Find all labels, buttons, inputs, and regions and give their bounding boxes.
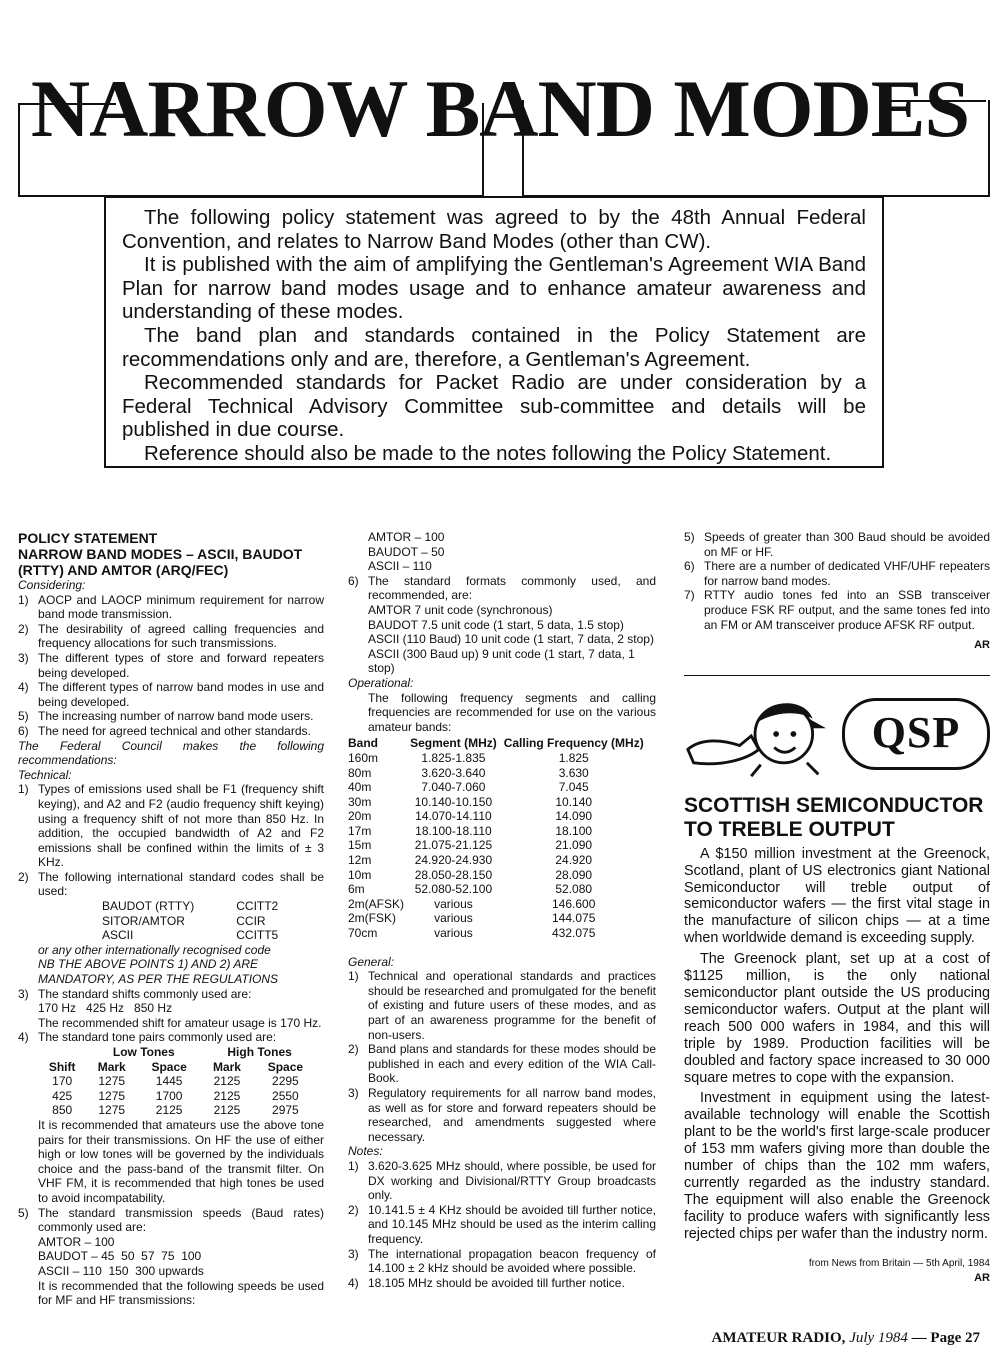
list-item: 2) 10.141.5 ± 4 KHz should be avoided till further notice, and 10.145 MHz should be used as the interim calling frequency.: [348, 1202, 656, 1246]
codes-note: or any other internationally recognised code: [38, 942, 271, 957]
intro-paragraph: The following policy statement was agreed to by the 48th Annual Federal Convention, and relates to Narrow Band Modes (other than CW).: [122, 206, 866, 253]
band-plan-table: [348, 736, 648, 940]
codes-note: NB THE ABOVE POINTS 1) AND 2) ARE MANDATORY, AS PER THE REGULATIONS: [38, 957, 279, 987]
shift-values: 170 Hz 425 Hz 850 Hz: [38, 1001, 173, 1016]
table-row: BAUDOT (RTTY) CCITT2: [102, 899, 279, 914]
speed-line: BAUDOT – 50: [368, 544, 445, 559]
speed-line: AMTOR – 100: [38, 1234, 115, 1249]
list-item: 3) The international propagation beacon frequency of 14.100 ± 2 kHz should be avoided where possible.: [348, 1246, 656, 1276]
tone-text: It is recommended that amateurs use the above tone pairs for their transmissions. On HF the use of either high or low tones will be governed by the individuals choice and the pass-band of the transmit filter. On VHF FM, it is recommended that high tones be used to avoid incompatability.: [38, 1117, 324, 1205]
table-row: 70cm various 432.075: [348, 926, 596, 941]
notes-label: Notes:: [348, 1144, 383, 1159]
tone-pairs-table: [38, 1045, 318, 1118]
format-line: BAUDOT 7.5 unit code (1 start, 5 data, 1.5 stop): [368, 617, 624, 632]
author-sign: AR: [974, 639, 990, 652]
column-2: [348, 530, 656, 1290]
issue-date: July 1984: [849, 1330, 908, 1346]
article-heading: SCOTTISH SEMICONDUCTOR TO TREBLE OUTPUT: [684, 793, 984, 841]
article-paragraph: Investment in equipment using the latest-available technology will enable the Scottish plant to be the world's first large-scale producer of 153 mm wafers giving more than double the number of chips than the 102 mm wafers, currently regarded as the industry standard. The equipment will also enable the Greenock facility to produce wafers with significantly less rejected chips per wafer than the industry norm.: [684, 1090, 990, 1242]
list-item: 5) The increasing number of narrow band mode users.: [18, 709, 314, 724]
technical-label: Technical:: [18, 767, 72, 782]
shift-recommendation: The recommended shift for amateur usage is 170 Hz.: [38, 1015, 322, 1030]
list-item: 3) Regulatory requirements for all narrow band modes, as well as for store and forward repeaters should be researched, and amendments suggested where necessary.: [348, 1085, 656, 1144]
list-item: 1) Types of emissions used shall be F1 (frequency shift keying), and A2 and F2 (audio frequency shift keying) using a frequency shift of not more than 850 Hz. In addition, the occupied bandwidth of A2 and F2 emissions shall be confined within the limits of ± 3 KHz.: [18, 782, 324, 870]
operational-text: The following frequency segments and calling frequencies are recommended for use on the various amateur bands:: [368, 690, 656, 734]
intro-paragraph: The band plan and standards contained in the Policy Statement are recommendations only and are, therefore, a Gentleman's Agreement.: [122, 323, 866, 371]
intro-paragraph: Recommended standards for Packet Radio are under consideration by a Federal Technical Advisory Committee sub-committee and details will be published in due course.: [122, 371, 866, 442]
table-row: Shift Mark Space Mark Space: [48, 1059, 304, 1074]
general-label: General:: [348, 954, 395, 969]
author-sign: AR: [974, 1272, 990, 1285]
table-row: 2m(AFSK) various 146.600: [348, 896, 596, 911]
table-row: Band Segment (MHz) Calling Frequency (MHz): [348, 736, 644, 751]
speed-line: ASCII – 110 150 300 upwards: [38, 1263, 204, 1278]
page-title: NARROW BAND MODES: [30, 63, 970, 154]
table-row: 17m 18.100-18.110 18.100: [348, 823, 593, 838]
intro-paragraph: It is published with the aim of amplifying the Gentleman's Agreement WIA Band Plan for narrow band modes usage and to enhance amateur awareness and understanding of these modes.: [122, 253, 866, 324]
council-text: The Federal Council makes the following recommendations:: [18, 738, 324, 768]
table-row: 850 1275 2125 2125 2975: [52, 1103, 299, 1118]
intro-paragraph: Reference should also be made to the notes following the Policy Statement.: [144, 441, 832, 465]
table-row: 30m 10.140-10.150 10.140: [348, 794, 593, 809]
list-item: 3) The standard shifts commonly used are:: [18, 986, 252, 1001]
list-item: 4) The different types of narrow band modes in use and being developed.: [18, 680, 324, 709]
list-item: 6) The standard formats commonly used, and recommended, are:: [348, 573, 656, 603]
speed-line: AMTOR – 100: [368, 530, 445, 544]
article-paragraph: The Greenock plant, set up at a cost of $1125 million, is the only national semiconductor plant outside the US producing semiconductor wafers. Output at the plant will reach 500 000 wafers in 1984, and this will triple by 1989. Production facilities will be doubled and factory space increased to 30 000 square metres to cope with the expansion.: [684, 951, 990, 1086]
list-item: 2) Band plans and standards for these modes should be published in each and every edition of the WIA Call-Book.: [348, 1042, 656, 1086]
list-item: 6) The need for agreed technical and other standards.: [18, 723, 311, 738]
list-item: 4) 18.105 MHz should be avoided till further notice.: [348, 1275, 625, 1290]
list-item: 1) AOCP and LAOCP minimum requirement for narrow band mode transmission.: [18, 592, 324, 622]
article-credit: from News from Britain — 5th April, 1984: [808, 1257, 990, 1269]
table-row: 425 1275 1700 2125 2550: [52, 1088, 299, 1103]
speed-line: ASCII – 110: [368, 559, 432, 574]
column-1: [18, 530, 324, 1308]
table-row: 20m 14.070-14.110 14.090: [348, 809, 593, 824]
policy-heading: POLICY STATEMENT: [18, 530, 158, 546]
page-number: — Page 27: [911, 1330, 980, 1346]
qsp-banner: [684, 688, 990, 780]
list-item: 4) The standard tone pairs commonly used are:: [18, 1030, 277, 1045]
policy-subheading: NARROW BAND MODES – ASCII, BAUDOT (RTTY) AND AMTOR (ARQ/FEC): [18, 546, 303, 578]
intro-box: [104, 196, 884, 468]
table-row: 170 1275 1445 2125 2295: [52, 1074, 299, 1089]
list-item: 6) There are a number of dedicated VHF/UHF repeaters for narrow band modes.: [684, 559, 990, 588]
table-row: 80m 3.620-3.640 3.630: [348, 765, 589, 780]
codes-table: [102, 899, 296, 943]
page-footer: [712, 1330, 980, 1347]
table-row: 40m 7.040-7.060 7.045: [348, 780, 589, 795]
section-divider: [684, 675, 990, 676]
table-row: Low Tones High Tones: [112, 1045, 292, 1059]
list-item: 5) Speeds of greater than 300 Baud should be avoided on MF or HF.: [684, 530, 990, 559]
table-row: 12m 24.920-24.930 24.920: [348, 853, 593, 868]
speed-line: BAUDOT – 45 50 57 75 100: [38, 1249, 202, 1264]
table-row: 10m 28.050-28.150 28.090: [348, 867, 593, 882]
speed-recommendation: It is recommended that the following speeds be used for MF and HF transmissions:: [38, 1278, 324, 1308]
format-line: AMTOR 7 unit code (synchronous): [368, 602, 553, 617]
list-item: 2) The desirability of agreed calling frequencies and frequency allocations for such transmissions.: [18, 621, 324, 651]
table-row: 15m 21.075-21.125 21.090: [348, 838, 593, 853]
list-item: 1) Technical and operational standards and practices should be researched and promulgated for the benefit of existing and future users of these modes, and as part of an awareness programme for the benefit of non-users.: [348, 969, 656, 1042]
operational-label: Operational:: [348, 675, 414, 690]
considering-label: Considering:: [18, 578, 86, 592]
list-item: 3) The different types of store and forward repeaters being developed.: [18, 650, 324, 680]
format-line: ASCII (300 Baud up) 9 unit code (1 start, 7 data, 1 stop): [368, 646, 635, 676]
column-3: [684, 530, 990, 1286]
table-row: 160m 1.825-1.835 1.825: [348, 750, 589, 765]
article-body: [684, 846, 990, 1243]
table-row: 2m(FSK) various 144.075: [348, 911, 596, 926]
cartoon-figure-icon: [684, 688, 828, 780]
table-row: 6m 52.080-52.100 52.080: [348, 882, 593, 897]
article-paragraph: A $150 million investment at the Greenock, Scotland, plant of US electronics giant National Semiconductor will treble output of semiconductor wafers — the first vital stage in the manufacture of silicon chips — at a time when worldwide demand is exceeding supply.: [684, 845, 990, 947]
qsp-logo: QSP: [842, 698, 990, 770]
table-row: SITOR/AMTOR CCIR: [102, 913, 266, 928]
magazine-name: AMATEUR RADIO,: [711, 1330, 846, 1346]
format-line: ASCII (110 Baud) 10 unit code (1 start, 7 data, 2 stop): [368, 632, 654, 647]
table-row: ASCII CCITT5: [102, 928, 279, 943]
list-item: 7) RTTY audio tones fed into an SSB transceiver produce FSK RF output, and the same tones fed into an FM or AM transceiver produce AFSK RF output.: [684, 588, 990, 632]
list-item: 1) 3.620-3.625 MHz should, where possible, be used for DX working and Divisional/RTTY Group broadcasts only.: [348, 1158, 656, 1203]
list-item: 2) The following international standard codes shall be used:: [18, 869, 324, 899]
list-item: 5) The standard transmission speeds (Baud rates) commonly used are:: [18, 1205, 324, 1235]
